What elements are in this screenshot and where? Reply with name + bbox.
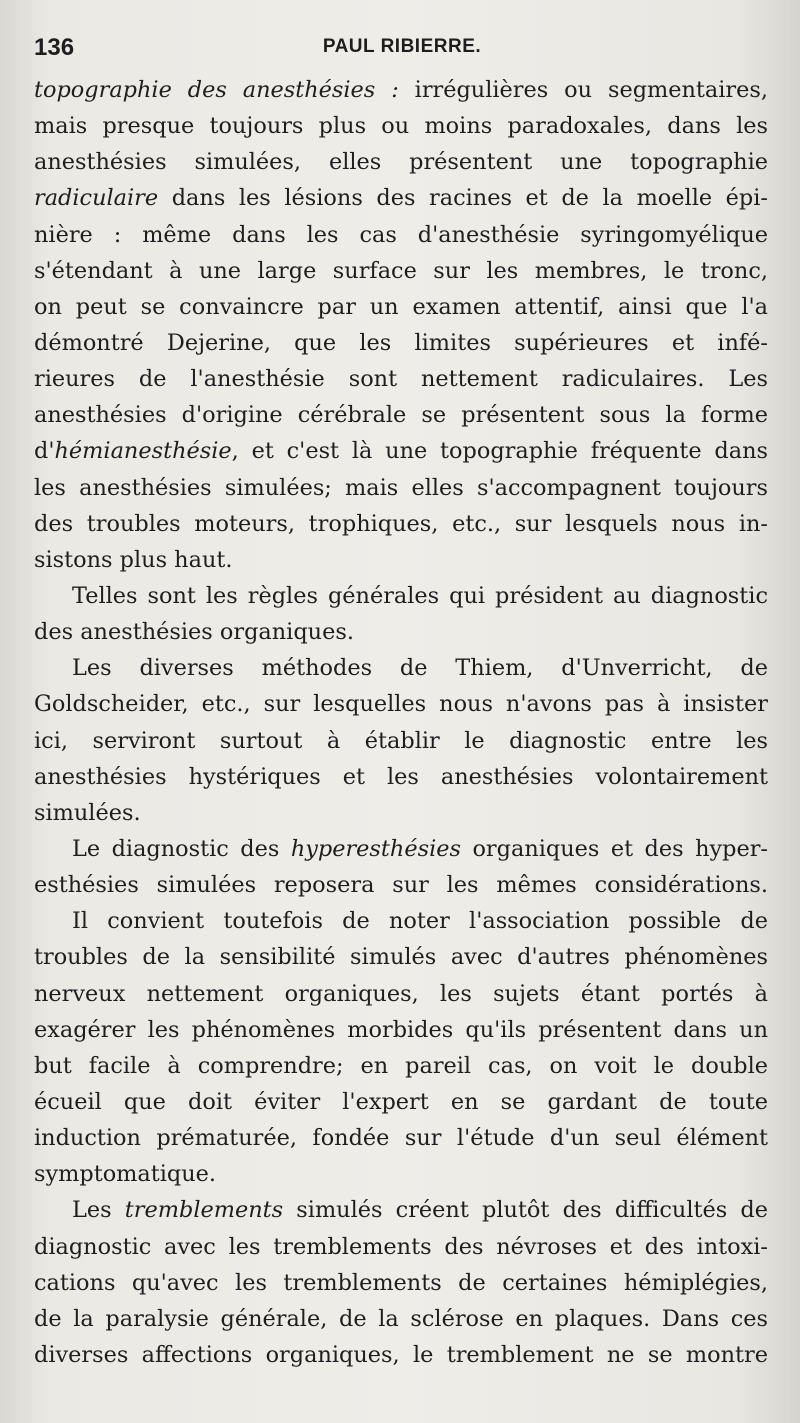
italic-text: topographie des anesthésies : [34, 77, 399, 103]
text-line [34, 1337, 768, 1373]
text-line [34, 867, 768, 903]
text-line [34, 217, 768, 253]
text-line [34, 1048, 768, 1084]
text-line [34, 939, 768, 975]
text-segment: Les diverses méthodes de Thiem, d'Unverricht, de [72, 655, 768, 682]
text-line [34, 578, 768, 614]
text-segment: Goldscheider, etc., sur lesquelles nous n'avons pas à insister [34, 691, 768, 718]
text-line [34, 650, 768, 686]
text-line [34, 253, 768, 289]
text-segment: diagnostic avec les tremblements des névroses et des intoxi- [34, 1233, 768, 1260]
text-line [34, 723, 768, 759]
text-segment: Les [72, 1197, 125, 1224]
text-segment: rieures de l'anesthésie sont nettement radiculaires. Les [34, 366, 768, 393]
text-segment: nière : même dans les cas d'anesthésie syringomyélique [34, 221, 768, 248]
text-segment: dans les lésions des racines et de la moelle épi- [158, 185, 768, 212]
text-segment: symptomatique. [34, 1161, 217, 1188]
text-line [34, 542, 768, 578]
text-line [34, 1265, 768, 1301]
text-line [34, 289, 768, 325]
text-segment: Le diagnostic des [72, 835, 291, 862]
text-line [34, 506, 768, 542]
text-segment: s'étendant à une large surface sur les membres, le tronc, [34, 257, 768, 284]
italic-text: radiculaire [34, 185, 159, 212]
text-line [34, 759, 768, 795]
text-segment: Il convient toutefois de noter l'association possible de [72, 908, 768, 935]
text-line [34, 686, 768, 722]
text-segment: irrégulières ou segmentaires, [398, 77, 768, 103]
italic-text: tremblements [124, 1197, 284, 1224]
text-line [34, 1012, 768, 1048]
text-segment: simulés créent plutôt des difficultés de [283, 1197, 768, 1224]
text-segment: anesthésies hystériques et les anesthésies volontairement [34, 763, 768, 790]
text-line [34, 180, 768, 216]
text-line [34, 795, 768, 831]
text-segment: anesthésies d'origine cérébrale se présentent sous la forme [34, 402, 768, 429]
text-segment: des troubles moteurs, trophiques, etc., sur lesquels nous in- [34, 510, 768, 537]
text-line [34, 1156, 768, 1192]
text-line [34, 903, 768, 939]
text-line [34, 470, 768, 506]
italic-text: hyperesthésies [290, 835, 461, 862]
text-segment: simulées. [34, 799, 141, 826]
text-segment: d' [34, 438, 55, 465]
text-line [34, 144, 768, 180]
text-segment: on peut se convaincre par un examen attentif, ainsi que l'a [34, 293, 768, 320]
text-segment: des anesthésies organiques. [34, 619, 354, 646]
running-head: PAUL RIBIERRE. [322, 36, 482, 57]
text-line [34, 108, 768, 144]
italic-text: hémianesthésie [54, 438, 232, 465]
text-line [34, 361, 768, 397]
text-segment: but facile à comprendre; en pareil cas, on voit le double [34, 1052, 768, 1079]
text-segment: anesthésies simulées, elles présentent une topographie [34, 149, 768, 176]
text-line [34, 1229, 768, 1265]
text-segment: exagérer les phénomènes morbides qu'ils présentent dans un [34, 1016, 768, 1043]
text-segment: démontré Dejerine, que les limites supérieures et infé- [34, 329, 768, 356]
text-segment: induction prématurée, fondée sur l'étude d'un seul élément [34, 1125, 768, 1152]
text-segment: organiques et des hyper- [461, 835, 768, 862]
text-segment: ici, serviront surtout à établir le diagnostic entre les [34, 727, 768, 754]
text-segment: diverses affections organiques, le tremblement ne se montre [34, 1341, 768, 1368]
text-line [34, 1120, 768, 1156]
text-line [34, 614, 768, 650]
text-segment: nerveux nettement organiques, les sujets étant portés à [34, 980, 768, 1007]
text-segment: mais presque toujours plus ou moins paradoxales, dans les [34, 113, 768, 140]
text-segment: cations qu'avec les tremblements de certaines hémiplégies, [34, 1269, 768, 1296]
text-segment: esthésies simulées reposera sur les mêmes considérations. [34, 872, 768, 899]
text-segment: Telles sont les règles générales qui président au diagnostic [72, 582, 768, 609]
text-line [34, 976, 768, 1012]
body-text [34, 72, 768, 1373]
text-line [34, 433, 768, 469]
text-segment: de la paralysie générale, de la sclérose en plaques. Dans ces [34, 1305, 768, 1332]
text-line [34, 1192, 768, 1228]
text-line [34, 72, 768, 108]
text-line [34, 1084, 768, 1120]
text-line [34, 397, 768, 433]
page-number: 136 [34, 34, 75, 61]
text-segment: écueil que doit éviter l'expert en se gardant de toute [34, 1088, 768, 1115]
page-header [34, 34, 770, 68]
text-segment: troubles de la sensibilité simulés avec d'autres phénomènes [34, 944, 768, 971]
text-segment: sistons plus haut. [34, 546, 233, 573]
text-segment: , et c'est là une topographie fréquente dans [231, 438, 768, 465]
text-line [34, 831, 768, 867]
text-line [34, 325, 768, 361]
text-segment: les anesthésies simulées; mais elles s'accompagnent toujours [34, 474, 768, 501]
text-line [34, 1301, 768, 1337]
